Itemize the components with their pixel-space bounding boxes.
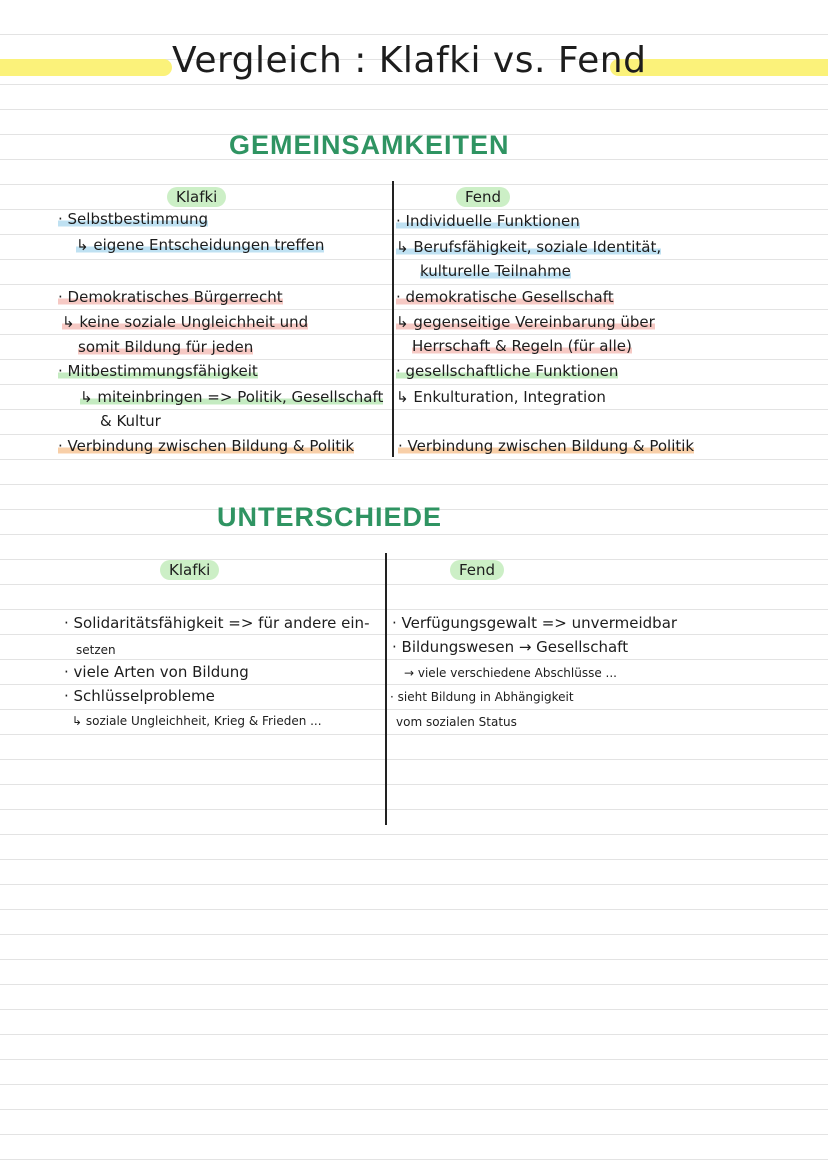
klafki-note-line: · Mitbestimmungsfähigkeit [58, 362, 258, 380]
fend-note-line: · Individuelle Funktionen [396, 212, 580, 230]
column-divider [392, 181, 394, 457]
fend-note-line: · Verbindung zwischen Bildung & Politik [398, 437, 695, 455]
klafki-difference-line: ↳ soziale Ungleichheit, Krieg & Frieden ... [72, 714, 322, 728]
klafki-difference-line: · Schlüsselprobleme [64, 687, 215, 705]
fend-difference-line: → viele verschiedene Abschlüsse ... [404, 666, 617, 680]
section-heading-unterschiede: UNTERSCHIEDE [217, 502, 443, 532]
fend-note-line: ↳ Berufsfähigkeit, soziale Identität, [396, 238, 662, 256]
fend-note-line: kulturelle Teilnahme [420, 262, 571, 280]
klafki-difference-line: · viele Arten von Bildung [64, 663, 249, 681]
klafki-note-line: somit Bildung für jeden [78, 338, 254, 356]
fend-difference-line: · Bildungswesen → Gesellschaft [392, 638, 629, 656]
fend-note-line: · demokratische Gesellschaft [396, 288, 614, 306]
section-heading-gemeinsamkeiten: GEMEINSAMKEITEN [229, 130, 510, 160]
fend-difference-line: vom sozialen Status [396, 715, 517, 729]
page-title: Vergleich : Klafki vs. Fend [172, 40, 647, 81]
klafki-note-line: · Demokratisches Bürgerrecht [58, 288, 283, 306]
klafki-note-line: · Selbstbestimmung [58, 210, 209, 228]
fend-difference-line: · sieht Bildung in Abhängigkeit [390, 690, 574, 704]
column-label-klafki: Klafki [167, 187, 226, 207]
column-label-fend: Fend [456, 187, 510, 207]
fend-note-line: ↳ gegenseitige Vereinbarung über [396, 313, 655, 331]
klafki-note-line: · Verbindung zwischen Bildung & Politik [58, 437, 355, 455]
column-label-klafki: Klafki [160, 560, 219, 580]
klafki-difference-line: · Solidaritätsfähigkeit => für andere ein- [64, 614, 370, 632]
fend-difference-line: · Verfügungsgewalt => unvermeidbar [392, 614, 678, 632]
klafki-difference-line: setzen [76, 643, 116, 657]
klafki-note-line: ↳ miteinbringen => Politik, Gesellschaft [80, 388, 384, 406]
fend-note-line: Herrschaft & Regeln (für alle) [412, 337, 632, 355]
klafki-note-line: ↳ keine soziale Ungleichheit und [62, 313, 309, 331]
fend-note-line: · gesellschaftliche Funktionen [396, 362, 619, 380]
title-highlight-left [0, 59, 172, 76]
klafki-note-line: & Kultur [100, 412, 161, 430]
fend-note-line: ↳ Enkulturation, Integration [396, 388, 606, 406]
klafki-note-line: ↳ eigene Entscheidungen treffen [76, 236, 325, 254]
column-label-fend: Fend [450, 560, 504, 580]
column-divider [385, 553, 387, 825]
